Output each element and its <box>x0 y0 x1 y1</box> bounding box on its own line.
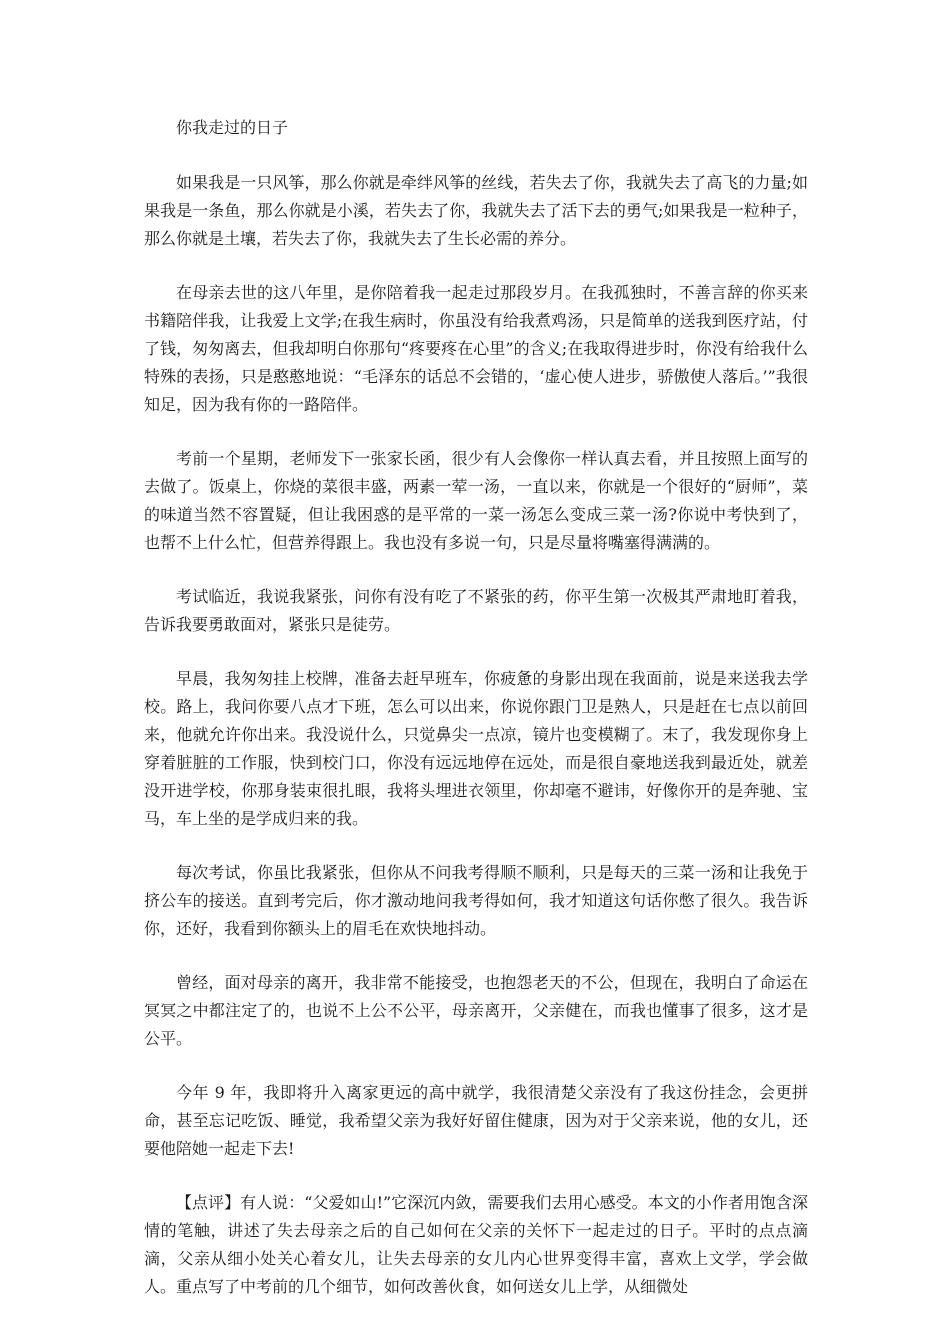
paragraph-nervous: 考试临近，我说我紧张，问你有没有吃了不紧张的药，你平生第一次极其严肃地盯着我，告诉我要勇敢面对，紧张只是徒劳。 <box>144 587 808 634</box>
paragraph-every-exam: 每次考试，你虽比我紧张，但你从不问我考得顺不顺利，只是每天的三菜一汤和让我免于挤公车的接送。直到考完后，你才激动地问我考得如何，我才知道这句话你憋了很久。我告诉你，还好，我看到你额头上的眉毛在欢快地抖动。 <box>144 863 808 938</box>
paragraph-kite: 如果我是一只风筝，那么你就是牵绊风筝的丝线，若失去了你，我就失去了高飞的力量;如果我是一条鱼，那么你就是小溪，若失去了你，我就失去了活下去的勇气;如果我是一粒种子，那么你就是土壤，若失去了你，我就失去了生长必需的养分。 <box>144 173 808 248</box>
paragraph-parent-letter: 考前一个星期，老师发下一张家长函，很少有人会像你一样认真去看，并且按照上面写的去做了。饭桌上，你烧的菜很丰盛，两素一荤一汤，一直以来，你就是一个很好的“厨师”，菜的味道当然不容置疑，但让我困惑的是平常的一菜一汤怎么变成三菜一汤?你说中考快到了，也帮不上什么忙，但营养得跟上。我也没有多说一句，只是尽量将嘴塞得满满的。 <box>144 449 808 552</box>
paragraph-eight-years: 在母亲去世的这八年里，是你陪着我一起走过那段岁月。在我孤独时，不善言辞的你买来书籍陪伴我，让我爱上文学;在我生病时，你虽没有给我煮鸡汤，只是简单的送我到医疗站，付了钱，匆匆离去，但我却明白你那句“疼要疼在心里”的含义;在我取得进步时，你没有给我什么特殊的表扬，只是憨憨地说：“毛泽东的话总不会错的，‘虚心使人进步，骄傲使人落后。’”我很知足，因为我有你的一路陪伴。 <box>144 283 808 414</box>
paragraph-morning-ride: 早晨，我匆匆挂上校牌，准备去赶早班车，你疲惫的身影出现在我面前，说是来送我去学校。路上，我问你要八点才下班，怎么可以出来，你说你跟门卫是熟人，只是赶在七点以前回来，他就允许你出来。我没说什么，只觉鼻尖一点凉，镜片也变模糊了。末了，我发现你身上穿着脏脏的工作服，快到校门口，你没有远远地停在远处，而是很自豪地送我到最近处，就差没开进学校，你那身装束很扎眼，我将头埋进衣领里，你却毫不避讳，好像你开的是奔驰、宝马，车上坐的是学成归来的我。 <box>144 669 808 828</box>
paragraph-this-year: 今年 9 年，我即将升入离家更远的高中就学，我很清楚父亲没有了我这份挂念，会更拼命，甚至忘记吃饭、睡觉，我希望父亲为我好好留住健康，因为对于父亲来说，他的女儿，还要他陪她一起走下去! <box>144 1083 808 1158</box>
article-title: 你我走过的日子 <box>176 118 289 137</box>
article-body <box>144 114 808 1301</box>
comment-paragraph: 【点评】有人说：“父爱如山!”它深沉内敛，需要我们去用心感受。本文的小作者用饱含深情的笔触，讲述了失去母亲之后的自己如何在父亲的关怀下一起走过的日子。平时的点点滴滴，父亲从细小处关心着女儿，让失去母亲的女儿内心世界变得丰富，喜欢上文学，学会做人。重点写了中考前的几个细节，如何改善伙食，如何送女儿上学，从细微处 <box>144 1193 808 1296</box>
paragraph-fairness: 曾经，面对母亲的离开，我非常不能接受，也抱怨老天的不公，但现在，我明白了命运在冥冥之中都注定了的，也说不上公不公平，母亲离开，父亲健在，而我也懂事了很多，这才是公平。 <box>144 973 808 1048</box>
